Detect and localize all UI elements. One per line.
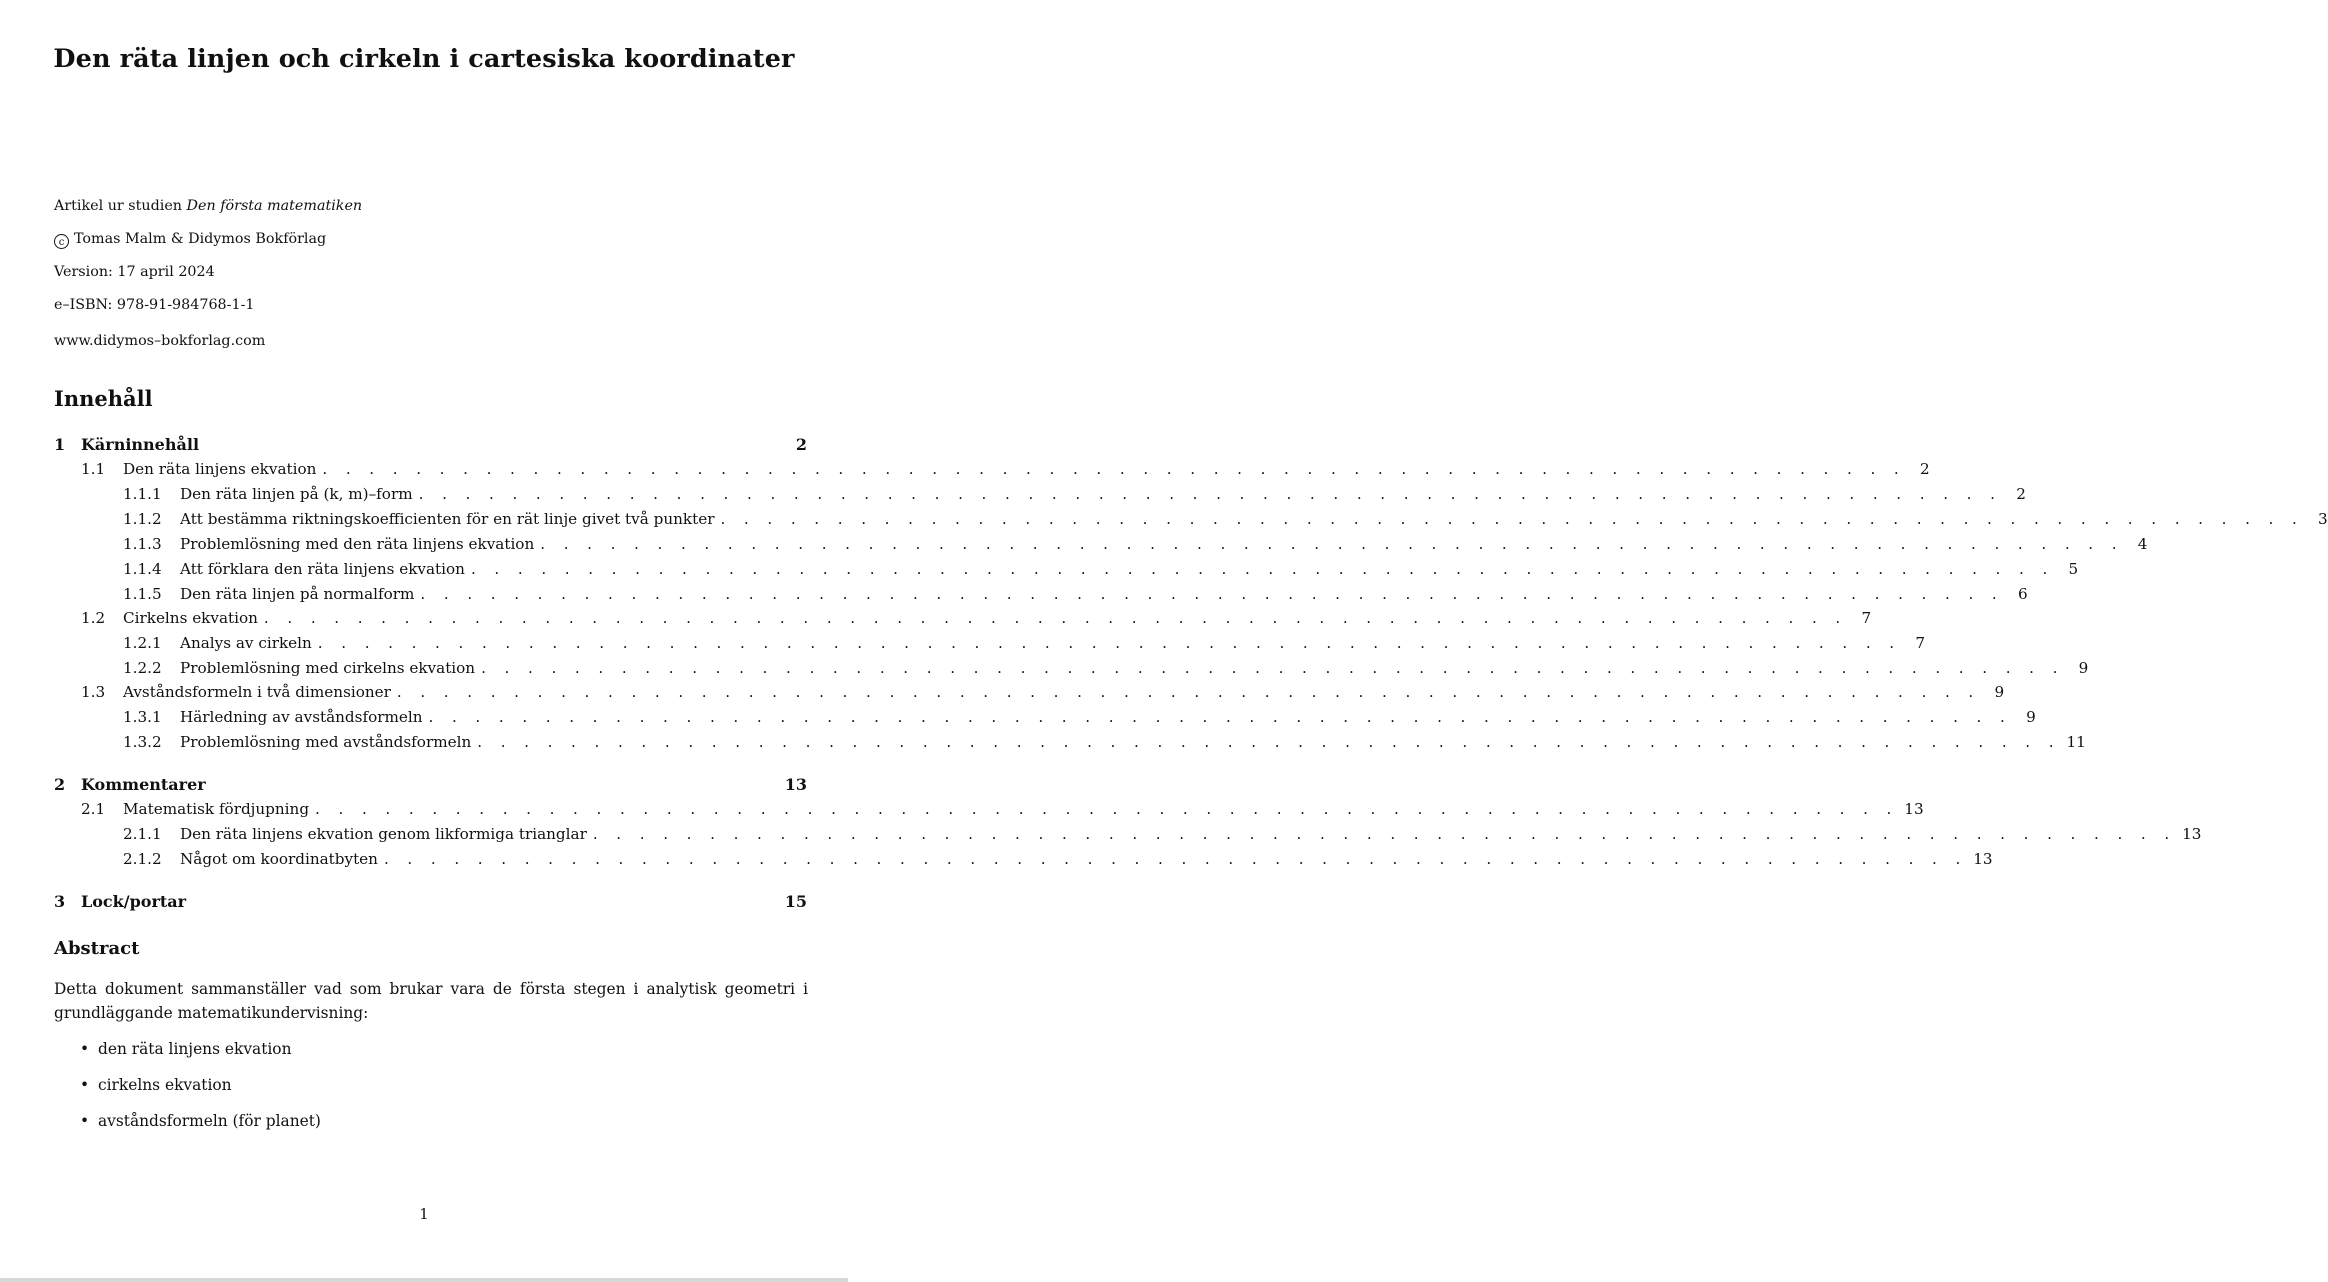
toc-entry-page: 9: [1994, 683, 2005, 701]
toc-section-entry[interactable]: [54, 775, 807, 797]
copyright-icon: c: [54, 234, 69, 249]
version-line: Version: 17 april 2024: [54, 264, 215, 280]
toc-entry-number: 1.2: [81, 609, 106, 627]
toc-section-entry[interactable]: [54, 435, 807, 457]
toc-entry-number: 1.1.3: [123, 535, 162, 553]
toc-subsubsection-entry[interactable]: [54, 585, 2028, 607]
toc-entry-page: 13: [1904, 800, 1924, 818]
list-item: • avståndsformeln (för planet): [80, 1112, 321, 1130]
toc-entry-title: Att förklara den räta linjens ekvation: [180, 560, 465, 578]
toc-entry-title: Problemlösning med den räta linjens ekvation: [180, 535, 535, 553]
bullet-icon: •: [80, 1040, 90, 1058]
toc-subsection-entry[interactable]: [54, 460, 1930, 482]
copyright-line: [54, 231, 326, 249]
study-name: Den första matematiken: [186, 198, 363, 214]
toc-entry-page: 9: [2078, 659, 2089, 677]
toc-entry-number: 1.2.1: [123, 634, 162, 652]
toc-leader-dots: . . . . . . . . . . . . . . . . . . . . . . . . . . . . . . . . . . . . . . . . . . . . . . . . . . . . . . . . . . . . . . . . . . . .: [418, 485, 2002, 503]
toc-subsubsection-entry[interactable]: [54, 485, 2026, 507]
toc-entry-page: 13: [784, 775, 807, 794]
toc-entry-number: 1: [54, 435, 66, 454]
toc-subsubsection-entry[interactable]: [54, 733, 2086, 755]
abstract-heading: Abstract: [54, 938, 140, 959]
toc-entry-title: Den räta linjen på (k, m)–form: [180, 485, 413, 503]
toc-entry-title: Problemlösning med avståndsformeln: [180, 733, 472, 751]
toc-subsubsection-entry[interactable]: [54, 850, 1993, 872]
toc-entry-number: 1.1.1: [123, 485, 162, 503]
toc-leader-dots: . . . . . . . . . . . . . . . . . . . . . . . . . . . . . . . . . . . . . . . . . . . . . . . . . . . . . . . . . . . . . . . . . . . .: [720, 510, 2304, 528]
toc-entry-page: 2: [2016, 485, 2026, 503]
toc-entry-title: Härledning av avståndsformeln: [180, 708, 423, 726]
toc-leader-dots: . . . . . . . . . . . . . . . . . . . . . . . . . . . . . . . . . . . . . . . . . . . . . . . . . . . . . . . . . . . . . . . . . . . .: [592, 825, 2177, 843]
toc-entry-number: 1.1.2: [123, 510, 162, 528]
toc-subsubsection-entry[interactable]: [54, 708, 2036, 730]
toc-subsubsection-entry[interactable]: [54, 535, 2148, 557]
toc-entry-page: 7: [1861, 609, 1872, 627]
toc-entry-page: 9: [2026, 708, 2036, 726]
toc-entry-title: Något om koordinatbyten: [180, 850, 378, 868]
toc-entry-page: 3: [2318, 510, 2328, 528]
toc-section-entry[interactable]: [54, 892, 807, 914]
toc-entry-page: 5: [2068, 560, 2079, 578]
toc-entry-number: 1.3.1: [123, 708, 162, 726]
toc-entry-page: 2: [795, 435, 807, 454]
toc-leader-dots: . . . . . . . . . . . . . . . . . . . . . . . . . . . . . . . . . . . . . . . . . . . . . . . . . . . . . . . . . . . . . . . . . . . .: [317, 634, 1902, 652]
toc-entry-number: 2: [54, 775, 66, 794]
toc-leader-dots: . . . . . . . . . . . . . . . . . . . . . . . . . . . . . . . . . . . . . . . . . . . . . . . . . . . . . . . . . . . . . . . . . . . .: [322, 460, 1906, 478]
toc-entry-title: Den räta linjens ekvation: [123, 460, 317, 478]
toc-entry-page: 6: [2017, 585, 2028, 603]
toc-entry-number: 1.3.2: [123, 733, 162, 751]
toc-entry-title: Lock/portar: [81, 892, 187, 911]
toc-leader-dots: . . . . . . . . . . . . . . . . . . . . . . . . . . . . . . . . . . . . . . . . . . . . . . . . . . . . . . . . . . . . . . . . . . . .: [263, 609, 1848, 627]
document-title: Den räta linjen och cirkeln i cartesiska koordinater: [53, 44, 795, 74]
toc-entry-title: Problemlösning med cirkelns ekvation: [180, 659, 476, 677]
toc-leader-dots: . . . . . . . . . . . . . . . . . . . . . . . . . . . . . . . . . . . . . . . . . . . . . . . . . . . . . . . . . . . . . . . . . . . .: [481, 659, 2065, 677]
toc-entry-number: 2.1: [81, 800, 106, 818]
page-number: 1: [419, 1205, 429, 1223]
toc-entry-number: 3: [54, 892, 66, 911]
toc-leader-dots: . . . . . . . . . . . . . . . . . . . . . . . . . . . . . . . . . . . . . . . . . . . . . . . . . . . . . . . . . . . . . . . . . . . .: [470, 560, 2055, 578]
toc-leader-dots: . . . . . . . . . . . . . . . . . . . . . . . . . . . . . . . . . . . . . . . . . . . . . . . . . . . . . . . . . . . . . . . . . . . .: [540, 535, 2124, 553]
toc-entry-page: 13: [2182, 825, 2202, 843]
toc-leader-dots: . . . . . . . . . . . . . . . . . . . . . . . . . . . . . . . . . . . . . . . . . . . . . . . . . . . . . . . . . . . . . . . . . . . .: [420, 585, 2004, 603]
toc-entry-number: 1.1.4: [123, 560, 162, 578]
article-source-line: [54, 198, 362, 214]
toc-entry-number: 1.1.5: [123, 585, 162, 603]
article-prefix: Artikel ur studien: [54, 198, 182, 214]
toc-entry-page: 13: [1973, 850, 1993, 868]
abstract-text: Detta dokument sammanställer vad som brukar vara de första stegen i analytisk geometri i grundläggande matematikundervisning:: [54, 980, 808, 1022]
toc-entry-title: Att bestämma riktningskoefficienten för en rät linje givet två punkter: [180, 510, 715, 528]
toc-entry-number: 1.3: [81, 683, 106, 701]
toc-entry-page: 11: [2066, 733, 2086, 751]
toc-heading: Innehåll: [54, 386, 153, 411]
toc-subsection-entry[interactable]: [54, 683, 2005, 705]
toc-subsubsection-entry[interactable]: [54, 825, 2202, 847]
toc-subsubsection-entry[interactable]: [54, 560, 2079, 582]
toc-leader-dots: . . . . . . . . . . . . . . . . . . . . . . . . . . . . . . . . . . . . . . . . . . . . . . . . . . . . . . . . . . . . . . . . . . . .: [396, 683, 1981, 701]
toc-entry-title: Cirkelns ekvation: [123, 609, 258, 627]
list-item: • cirkelns ekvation: [80, 1076, 232, 1094]
toc-subsection-entry[interactable]: [54, 800, 1924, 822]
toc-subsection-entry[interactable]: [54, 609, 1872, 631]
toc-entry-number: 1.2.2: [123, 659, 162, 677]
bullet-icon: •: [80, 1076, 90, 1094]
website-line: www.didymos–bokforlag.com: [54, 333, 266, 349]
list-item: • den räta linjens ekvation: [80, 1040, 292, 1058]
toc-entry-title: Kärninnehåll: [81, 435, 200, 454]
toc-entry-page: 15: [784, 892, 807, 911]
toc-subsubsection-entry[interactable]: [54, 510, 2328, 532]
toc-entry-title: Den räta linjen på normalform: [180, 585, 415, 603]
bullet-icon: •: [80, 1112, 90, 1130]
toc-entry-number: 2.1.1: [123, 825, 162, 843]
toc-entry-number: 1.1: [81, 460, 106, 478]
toc-entry-title: Kommentarer: [81, 775, 206, 794]
toc-entry-number: 2.1.2: [123, 850, 162, 868]
toc-entry-page: 7: [1915, 634, 1926, 652]
toc-entry-title: Matematisk fördjupning: [123, 800, 310, 818]
toc-leader-dots: . . . . . . . . . . . . . . . . . . . . . . . . . . . . . . . . . . . . . . . . . . . . . . . . . . . . . . . . . . . . . . . . . . . .: [315, 800, 1899, 818]
toc-entry-title: Den räta linjens ekvation genom likformiga trianglar: [180, 825, 587, 843]
toc-leader-dots: . . . . . . . . . . . . . . . . . . . . . . . . . . . . . . . . . . . . . . . . . . . . . . . . . . . . . . . . . . . . . . . . . . . .: [428, 708, 2012, 726]
toc-leader-dots: . . . . . . . . . . . . . . . . . . . . . . . . . . . . . . . . . . . . . . . . . . . . . . . . . . . . . . . . . . . . . . . . . . . .: [383, 850, 1968, 868]
toc-subsubsection-entry[interactable]: [54, 659, 2089, 681]
toc-entry-title: Avståndsformeln i två dimensioner: [123, 683, 391, 701]
isbn-line: e–ISBN: 978-91-984768-1-1: [54, 297, 255, 313]
toc-entry-page: 4: [2137, 535, 2148, 553]
toc-entry-title: Analys av cirkeln: [180, 634, 312, 652]
toc-leader-dots: . . . . . . . . . . . . . . . . . . . . . . . . . . . . . . . . . . . . . . . . . . . . . . . . . . . . . . . . . . . . . . . . . . . .: [477, 733, 2061, 751]
copyright-text: Tomas Malm & Didymos Bokförlag: [74, 231, 327, 247]
page-bottom-border: [0, 1278, 848, 1282]
toc-entry-page: 2: [1919, 460, 1930, 478]
toc-subsubsection-entry[interactable]: [54, 634, 1926, 656]
